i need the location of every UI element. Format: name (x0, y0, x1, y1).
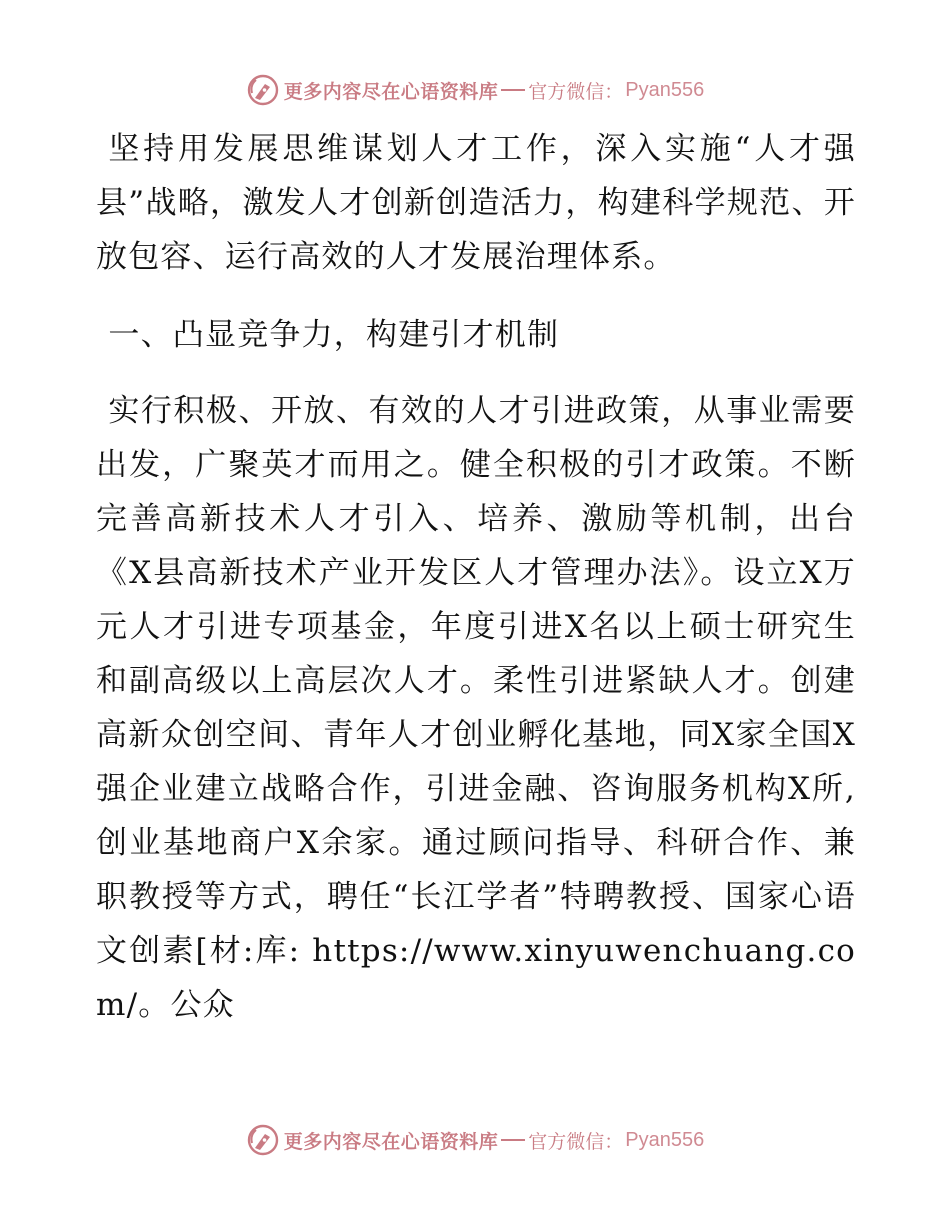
watermark-brand-text: 更多内容尽在心语资料库 (283, 1130, 499, 1153)
header-watermark (0, 72, 950, 108)
footer-watermark (0, 1122, 950, 1158)
pen-nib-logo-icon (246, 73, 280, 107)
intro-paragraph: 坚持用发展思维谋划人才工作，深入实施“人才强县”战略，激发人才创新创造活力，构建科学规范、开放包容、运行高效的人才发展治理体系。 (96, 131, 856, 275)
pen-nib-logo-icon (246, 1123, 280, 1157)
watermark-label: 官方微信： (528, 1130, 624, 1153)
watermark-label: 官方微信： (528, 80, 624, 103)
watermark-wechat-id: Pyan556 (625, 78, 705, 101)
watermark-dash (501, 89, 525, 91)
section-heading: 一、凸显竞争力，构建引才机制 (108, 317, 560, 353)
watermark-dash (501, 1139, 525, 1141)
watermark-brand-text: 更多内容尽在心语资料库 (283, 80, 499, 103)
watermark-wechat-id: Pyan556 (625, 1128, 705, 1151)
body-paragraph: 实行积极、开放、有效的人才引进政策，从事业需要出发，广聚英才而用之。健全积极的引才政策。不断完善高新技术人才引入、培养、激励等机制，出台《X县高新技术产业开发区人才管理办法》。设立X万元人才引进专项基金，年度引进X名以上硕士研究生和副高级以上高层次人才。柔性引进紧缺人才。创建高新众创空间、青年人才创业孵化基地，同X家全国X强企业建立战略合作，引进金融、咨询服务机构X所,创业基地商户X余家。通过顾问指导、科研合作、兼职教授等方式，聘任“长江学者”特聘教授、国家心语文创素[材:库: https://www.xinyuwenchuang.com/。公众 (96, 393, 856, 1023)
